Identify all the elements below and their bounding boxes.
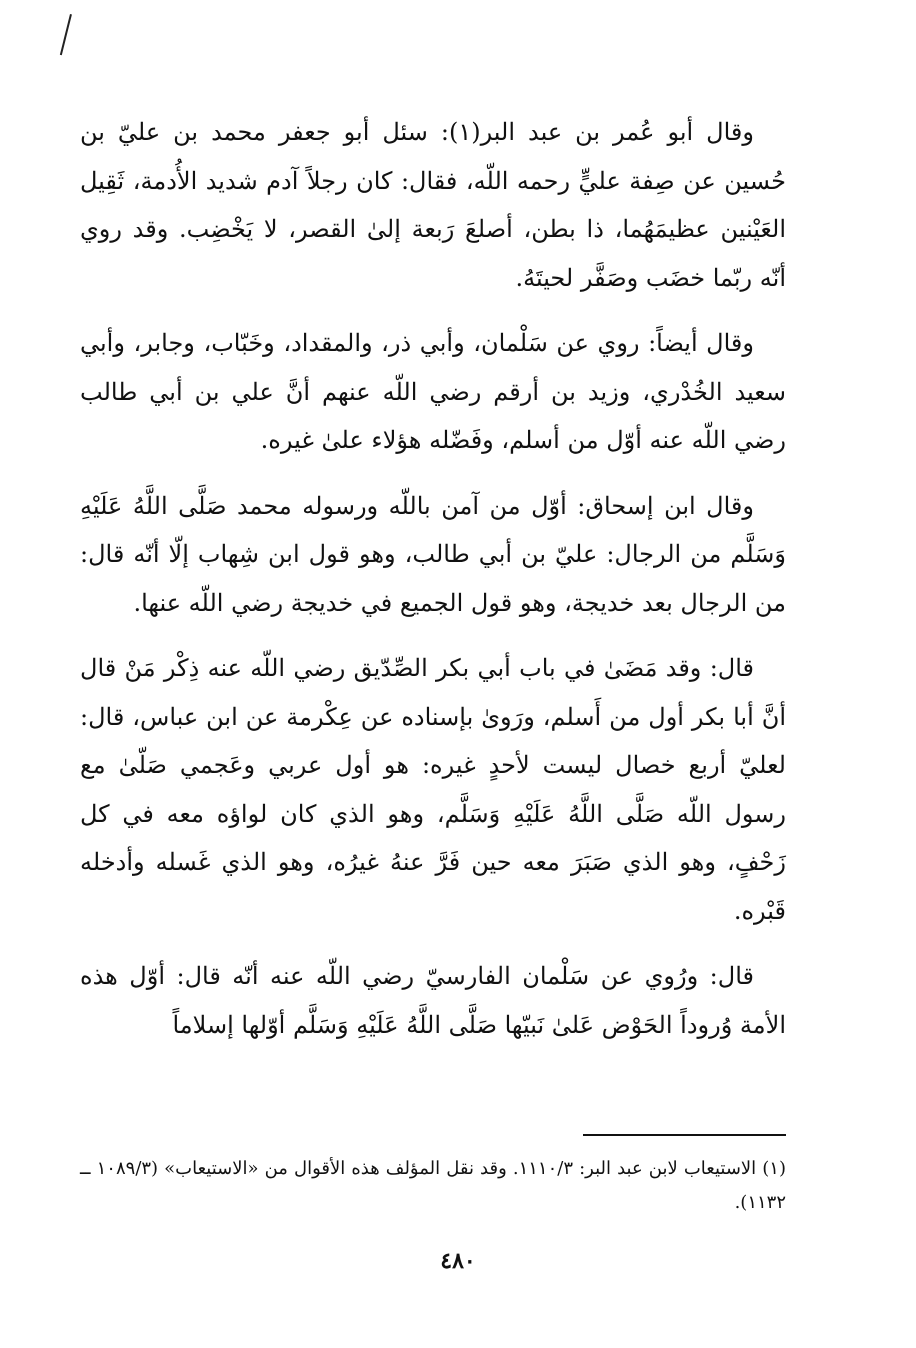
footnote-1: (١) الاستيعاب لابن عبد البر: ١١١٠/٣. وقد نقل المؤلف هذه الأقوال من «الاستيعاب» (١٠٨٩/٣ ــ ١١٣٢).: [80, 1158, 786, 1213]
paragraph-4: قال: وقد مَضَىٰ في باب أبي بكر الصِّدّيق رضي اللّه عنه ذِكْر مَنْ قال أنَّ أبا بكر أول من أَسلم، ورَوىٰ بإسناده عن عِكْرمة عن ابن عباس، قال: لعليّ أربع خصال ليست لأحدٍ غيره: هو أول عربي وعَجمي صَلّىٰ مع رسول اللّه صَلَّى اللَّهُ عَلَيْهِ وَسَلَّم، وهو الذي كان لواؤه معه في كل زَحْفٍ، وهو الذي صَبَرَ معه حين فَرَّ عنهُ غيرُه، وهو الذي غَسله وأدخله قَبْره.: [80, 654, 786, 925]
paragraph-1: وقال أبو عُمر بن عبد البر(١): سئل أبو جعفر محمد بن عليّ بن حُسين عن صِفة عليٍّ رحمه اللّه، فقال: كان رجلاً آدم شديد الأُدمة، ثَقِيل العَيْنين عظيمَهُما، ذا بطن، أصلعَ رَبعة إلىٰ القصر، لا يَخْضِب. وقد روي أنّه ربّما خضَب وصَفَّر لحيتَهُ.: [80, 118, 786, 292]
pen-mark: [60, 14, 72, 55]
page-number: ٤٨٠: [440, 1248, 476, 1274]
paragraph-5: قال: ورُوي عن سَلْمان الفارسيّ رضي اللّه عنه أنّه قال: أوّل هذه الأمة وُروداً الحَوْض عَلىٰ نَبيّها صَلَّى اللَّهُ عَلَيْهِ وَسَلَّم أوّلها إسلاماً: [80, 962, 786, 1039]
paragraph-2: وقال أيضاً: روي عن سَلْمان، وأبي ذر، والمقداد، وخَبّاب، وجابر، وأبي سعيد الخُدْري، وزيد بن أرقم رضي اللّه عنهم أنَّ علي بن أبي طالب رضي اللّه عنه أوّل من أسلم، وفَضّله هؤلاء علىٰ غيره.: [80, 329, 786, 454]
main-text: [80, 108, 786, 1066]
footnotes: [80, 1152, 786, 1220]
footnote-divider: [583, 1134, 786, 1136]
paragraph-3: وقال ابن إسحاق: أوّل من آمن باللّه ورسوله محمد صَلَّى اللَّهُ عَلَيْهِ وَسَلَّم من الرجال: عليّ بن أبي طالب، وهو قول ابن شِهاب إلّا أنّه قال: من الرجال بعد خديجة، وهو قول الجميع في خديجة رضي اللّه عنها.: [80, 491, 786, 617]
